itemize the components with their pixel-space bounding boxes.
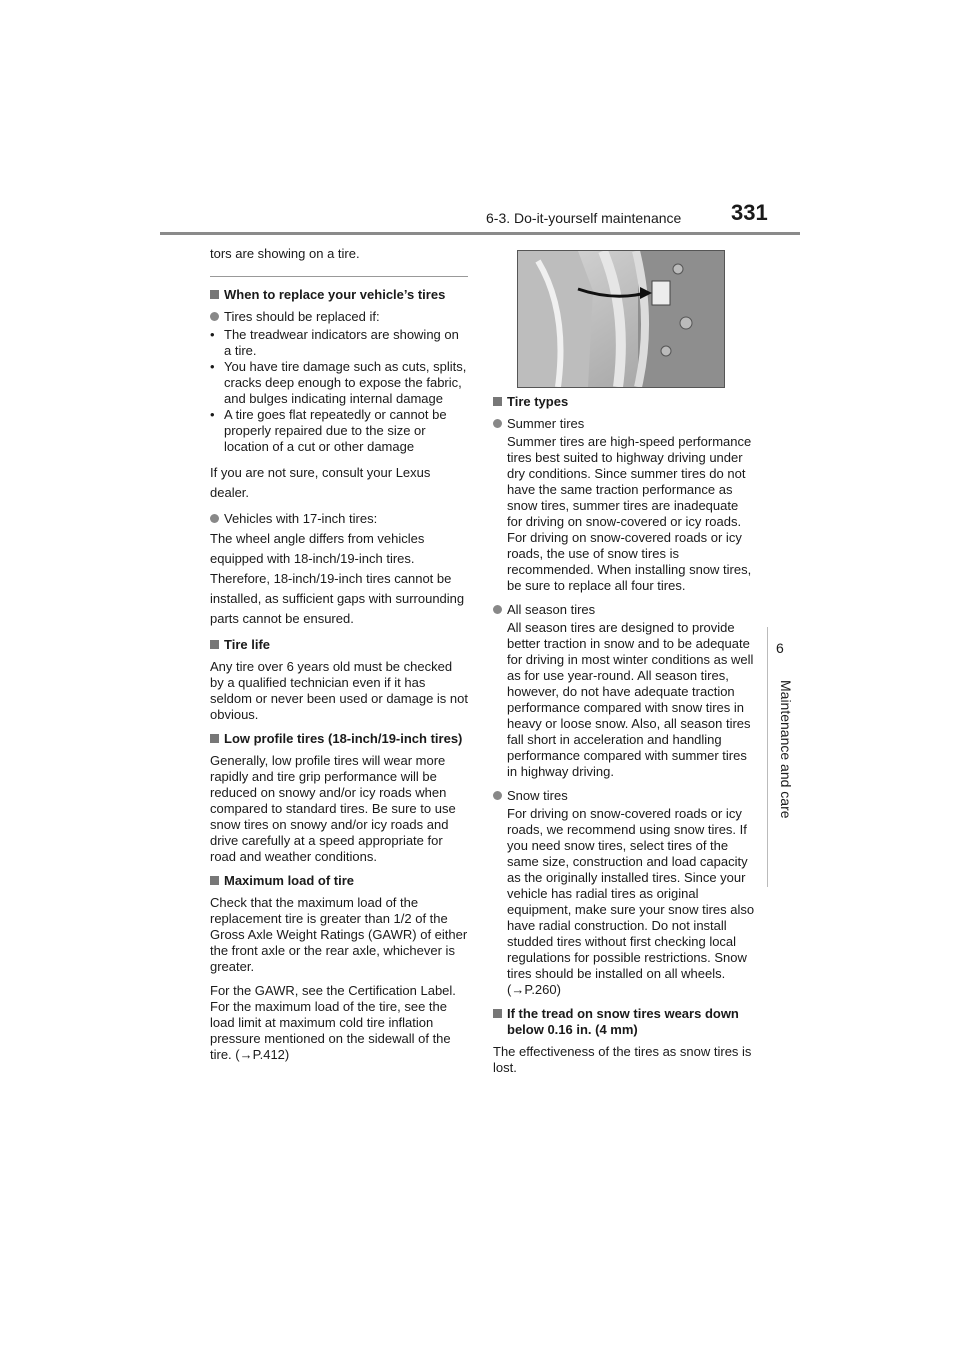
max-load-heading xyxy=(210,873,468,889)
circle-bullet-icon xyxy=(493,605,502,614)
heading-text: If the tread on snow tires wears down below 0.16 in. (4 mm) xyxy=(507,1006,739,1037)
circle-bullet-icon xyxy=(210,514,219,523)
square-bullet-icon xyxy=(493,397,502,406)
bullet-text: Vehicles with 17-inch tires: xyxy=(224,511,378,526)
tire-life-heading xyxy=(210,637,468,653)
low-profile-text: Generally, low profile tires will wear more rapidly and tire grip performance will be reduced on snowy and/or icy roads when compared to standard tires. Be sure to use snow tires on snowy and/or icy roads and drive carefully at a speed appropriate for road and weather conditions. xyxy=(210,753,456,864)
replace-note: If you are not sure, consult your Lexus dealer. xyxy=(210,465,431,500)
circle-bullet-icon xyxy=(493,419,502,428)
door-jamb-illustration xyxy=(517,250,725,388)
chapter-title: Maintenance and care xyxy=(778,680,794,819)
tread-heading xyxy=(493,1006,755,1038)
list-item xyxy=(210,327,468,359)
circle-bullet-icon xyxy=(210,312,219,321)
item-marker: • xyxy=(210,407,215,422)
divider xyxy=(210,276,468,277)
continuation-text: tors are showing on a tire. xyxy=(210,246,360,261)
item-text: A tire goes flat repeatedly or cannot be properly repaired due to the size or location of a cut or other damage xyxy=(224,407,447,454)
side-tab-border xyxy=(767,627,768,887)
snow-bullet xyxy=(493,788,755,804)
snow-text: For driving on snow-covered roads or icy roads, we recommend using snow tires. If you need snow tires, select tires of the same size, construction and load capacity as the originally installed tires. Since your vehicle has radial tires as original equipment, make sure your snow tires also have radial construction. Do not install studded tires without first checking local regulations for possible restrictions. Snow tires should be installed on all wheels. (→P.260) xyxy=(507,806,755,997)
low-profile-heading xyxy=(210,731,468,747)
section-title: 6-3. Do-it-yourself maintenance xyxy=(486,210,682,226)
item-marker: • xyxy=(210,327,215,342)
square-bullet-icon xyxy=(210,734,219,743)
square-bullet-icon xyxy=(210,640,219,649)
heading-text: Tire types xyxy=(507,394,569,409)
summer-bullet xyxy=(493,416,755,432)
page-number: 331 xyxy=(731,200,768,225)
left-column xyxy=(210,246,468,1071)
list-item xyxy=(210,359,468,407)
replace-bullet xyxy=(210,309,468,325)
tread-text: The effectiveness of the tires as snow tires is lost. xyxy=(493,1044,752,1075)
chapter-number: 6 xyxy=(776,640,784,656)
list-item xyxy=(210,407,468,455)
bullet-text: All season tires xyxy=(507,602,596,617)
allseason-text: All season tires are designed to provide better traction in snow and to be adequate for driving in most winter conditions as well as for use year-round. All season tires, however, do not have adequate traction performance compared with snow tires in heavy or loose snow. Also, all season tires fall short in acceleration and handling performance compared with summer tires in highway driving. xyxy=(507,620,754,779)
square-bullet-icon xyxy=(210,290,219,299)
bullet-text: Tires should be replaced if: xyxy=(224,309,380,324)
allseason-bullet xyxy=(493,602,755,618)
heading-text: Low profile tires (18-inch/19-inch tires) xyxy=(224,731,463,746)
square-bullet-icon xyxy=(493,1009,502,1018)
summer-text: Summer tires are high-speed performance tires best suited to highway driving under dry conditions. Since summer tires do not have the same traction performance as snow tires, summer tires are inadequate for driving on snow-covered or icy roads. For driving on snow-covered roads or icy roads, the use of snow tires is recommended. When installing snow tires, be sure to replace all four tires. xyxy=(507,434,752,593)
max-load-text-1: Check that the maximum load of the replacement tire is greater than 1/2 of the Gross Axle Weight Ratings (GAWR) of either the front axle or the rear axle, whichever is greater. xyxy=(210,895,468,974)
max-load-text-2: For the GAWR, see the Certification Label. For the maximum load of the tire, see the load limit at maximum cold tire inflation pressure mentioned on the sidewall of the tire. (→P.412) xyxy=(210,983,456,1062)
replace-heading xyxy=(210,287,468,303)
heading-text: Tire life xyxy=(224,637,271,652)
item-text: The treadwear indicators are showing on a tire. xyxy=(224,327,459,358)
bullet-text: Summer tires xyxy=(507,416,585,431)
item-text: You have tire damage such as cuts, splits, cracks deep enough to expose the fabric, and bulges indicating internal damage xyxy=(224,359,467,406)
tire-types-heading xyxy=(493,394,755,410)
right-column xyxy=(493,394,755,1084)
square-bullet-icon xyxy=(210,876,219,885)
heading-text: Maximum load of tire xyxy=(224,873,355,888)
tire-life-text: Any tire over 6 years old must be checked by a qualified technician even if it has seldom or never been used or damage is not obvious. xyxy=(210,659,468,722)
seventeen-text: The wheel angle differs from vehicles equipped with 18-inch/19-inch tires. Therefore, 18-inch/19-inch tires cannot be installed, as sufficient gaps with surrounding parts cannot be ensured. xyxy=(210,531,465,626)
heading-text: When to replace your vehicle’s tires xyxy=(224,287,446,302)
seventeen-bullet xyxy=(210,511,468,527)
bullet-text: Snow tires xyxy=(507,788,568,803)
item-marker: • xyxy=(210,359,215,374)
header-rule xyxy=(160,232,800,235)
circle-bullet-icon xyxy=(493,791,502,800)
